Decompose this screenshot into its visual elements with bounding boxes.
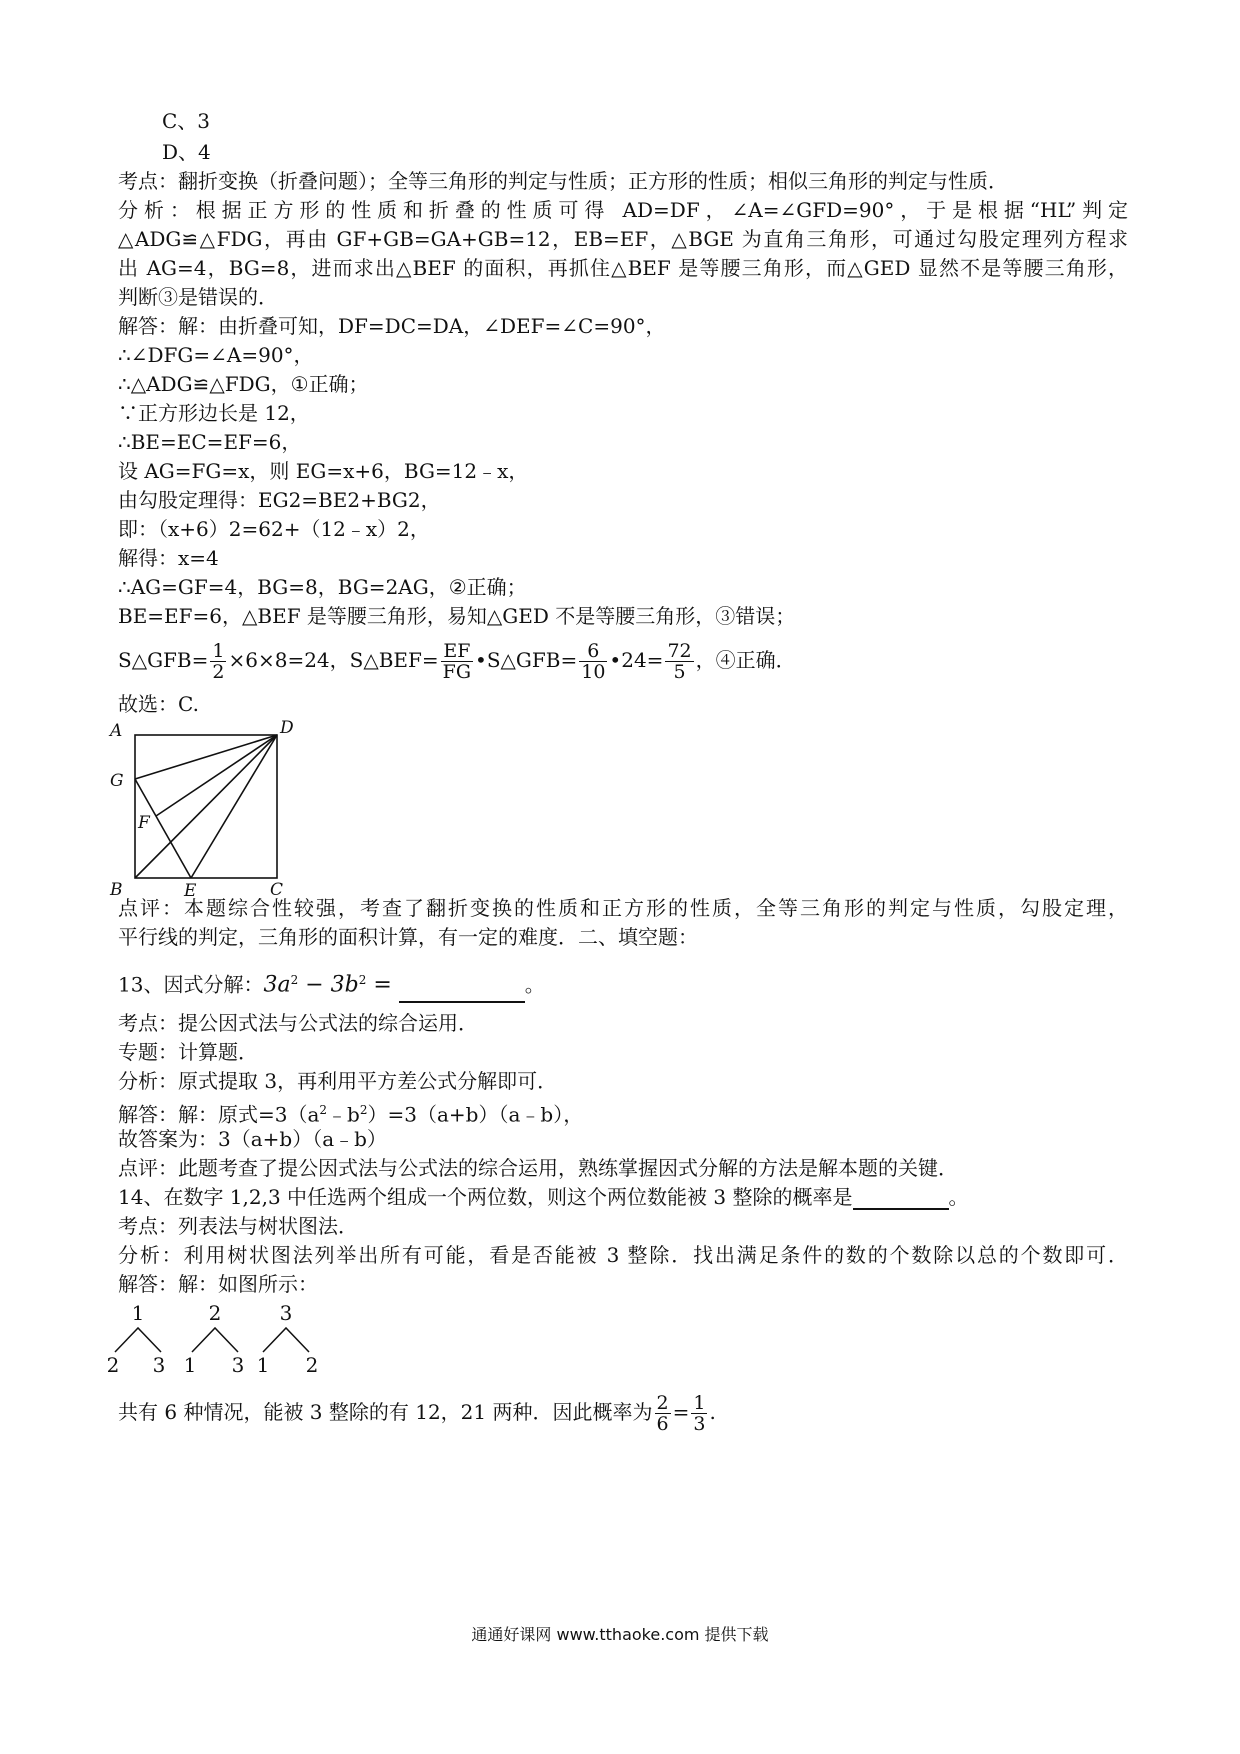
- tree-2-right: 3: [231, 1353, 245, 1377]
- q12-fenxi-line-1: 分析：根据正方形的性质和折叠的性质可得 AD=DF，∠A=∠GFD=90°，于是根据“HL”判定: [118, 198, 1128, 222]
- tree-1-left: 2: [106, 1353, 120, 1377]
- fraction-72-5: [665, 641, 693, 682]
- fraction-denominator: FG: [442, 661, 472, 683]
- label-f: F: [138, 813, 150, 833]
- q12-solution-line-4: ∵正方形边长是 12，: [118, 401, 310, 425]
- area-text-3: •S△GFB=: [475, 648, 578, 672]
- tree-2-root: 2: [208, 1301, 222, 1325]
- tree-2-branches: [192, 1328, 238, 1352]
- q14-conclusion-text: 共有 6 种情况，能被 3 整除的有 12，21 两种．因此概率为: [118, 1400, 653, 1424]
- fraction-ef-fg: [441, 641, 473, 682]
- q12-area-line: [118, 638, 1128, 682]
- q12-solution-line-7: 由勾股定理得：EG2=BE2+BG2，: [118, 488, 441, 512]
- q14-conclusion-end: .: [709, 1400, 716, 1424]
- q12-solution-line-5: ∴BE=EC=EF=6，: [118, 430, 302, 454]
- q13-jieda-part-2: ﹣b: [327, 1102, 360, 1127]
- q12-answer: 故选：C.: [118, 692, 199, 716]
- label-d: D: [280, 718, 294, 738]
- q13-expr-mid: − 3b: [298, 972, 359, 998]
- q12-solution-line-11: BE=EF=6，△BEF 是等腰三角形，易知△GED 不是等腰三角形，③错误；: [118, 604, 796, 628]
- q12-fenxi-line-2: △ADG≌△FDG，再由 GF+GB=GA+GB=12，EB=EF，△BGE 为直角三角形，可通过勾股定理列方程求: [118, 227, 1128, 251]
- tree-1-right: 3: [152, 1353, 166, 1377]
- tree-3-right: 2: [305, 1353, 319, 1377]
- q13-jieda-part-1: 解答：解：原式=3（a: [118, 1102, 320, 1127]
- q12-kaodian: 考点：翻折变换（折叠问题）；全等三角形的判定与性质；正方形的性质；相似三角形的判定与性质．: [118, 169, 1008, 193]
- q13-prefix: 13、因式分解：: [118, 972, 264, 997]
- q12-solution-line-8: 即：（x+6）2=62+（12﹣x）2，: [118, 517, 430, 541]
- fraction-denominator: 5: [673, 661, 686, 683]
- tree-1-branches: [115, 1328, 161, 1352]
- q14-jieda: 解答：解：如图所示：: [118, 1272, 318, 1296]
- area-text-2: ×6×8=24，S△BEF=: [228, 648, 439, 672]
- q13-end: 。: [524, 972, 545, 997]
- q12-solution-line-10: ∴AG=GF=4，BG=8，BG=2AG，②正确；: [118, 575, 527, 599]
- label-g: G: [110, 771, 124, 791]
- q12-solution-line-9: 解得：x=4: [118, 546, 219, 570]
- fraction-1-3: [691, 1393, 707, 1434]
- q14-question-text: 14、在数字 1,2,3 中任选两个组成一个两位数，则这个两位数能被 3 整除的概率是: [118, 1185, 853, 1209]
- fraction-numerator: 6: [579, 641, 607, 662]
- segment-ed: [191, 735, 277, 878]
- q14-end: 。: [948, 1185, 969, 1209]
- fraction-denominator: 10: [581, 661, 606, 683]
- fraction-numerator: 1: [693, 1392, 706, 1414]
- fraction-6-10: [579, 641, 607, 682]
- q13-answer: 故答案为：3（a+b）（a﹣b）: [118, 1127, 387, 1151]
- q12-dianping-line-2: 平行线的判定，三角形的面积计算，有一定的难度．二、填空题：: [118, 925, 698, 949]
- label-a: A: [110, 721, 123, 741]
- area-text-1: S△GFB=: [118, 648, 209, 672]
- segment-fd: [156, 735, 277, 816]
- option-c: C、3: [162, 109, 211, 133]
- q13-kaodian: 考点：提公因式法与公式法的综合运用．: [118, 1011, 478, 1035]
- q12-solution-line-6: 设 AG=FG=x，则 EG=x+6，BG=12﹣x，: [118, 459, 529, 483]
- area-text-4: •24=: [609, 648, 664, 672]
- q13-exp-2: 2: [358, 973, 367, 987]
- tree-3-root: 3: [279, 1301, 293, 1325]
- q13-fenxi: 分析：原式提取 3，再利用平方差公式分解即可．: [118, 1069, 558, 1093]
- q14-answer-blank: [853, 1186, 949, 1210]
- q14-equals: =: [672, 1400, 690, 1424]
- q12-solution-line-3: ∴△ADG≌△FDG，①正确；: [118, 372, 369, 396]
- fraction-denominator: 3: [693, 1413, 706, 1435]
- fraction-denominator: 6: [656, 1413, 669, 1435]
- square-fold-figure: [110, 720, 310, 902]
- q12-solution-line-1: 解答：解：由折叠可知，DF=DC=DA，∠DEF=∠C=90°，: [118, 314, 666, 338]
- q13-exp-1: 2: [290, 973, 299, 987]
- q13-answer-blank: [399, 979, 525, 1003]
- q14-question: [118, 1184, 1128, 1210]
- q13-jieda-part-3: ）=3（a+b）（a﹣b），: [367, 1102, 584, 1127]
- q13-question: [118, 963, 1128, 1003]
- q13-jieda: [118, 1097, 1128, 1128]
- q13-jieda-exp-1: 2: [319, 1103, 328, 1117]
- q12-fenxi-line-3: 出 AG=4，BG=8，进而求出△BEF 的面积，再抓住△BEF 是等腰三角形，而△GED 显然不是等腰三角形，: [118, 256, 1128, 280]
- q13-expr-a: 3a: [263, 972, 291, 998]
- q12-fenxi-line-4: 判断③是错误的．: [118, 285, 278, 309]
- q13-equals: =: [366, 972, 399, 998]
- label-c: C: [270, 880, 284, 900]
- q12-solution-line-2: ∴∠DFG=∠A=90°，: [118, 343, 314, 367]
- tree-2-left: 1: [183, 1353, 197, 1377]
- tree-diagram: [106, 1300, 370, 1380]
- fraction-numerator: 2: [656, 1392, 669, 1414]
- fraction-numerator: 1: [212, 640, 225, 662]
- option-d: D、4: [162, 140, 211, 164]
- q12-dianping-line-1: 点评：本题综合性较强，考查了翻折变换的性质和正方形的性质，全等三角形的判定与性质，勾股定理，: [118, 896, 1128, 920]
- fraction-2-6: [655, 1393, 671, 1434]
- fraction-numerator: 72: [667, 640, 692, 662]
- fraction-numerator: EF: [441, 641, 473, 662]
- q13-dianping: 点评：此题考查了提公因式法与公式法的综合运用，熟练掌握因式分解的方法是解本题的关键．: [118, 1156, 958, 1180]
- fraction-denominator: 2: [212, 661, 225, 683]
- label-b: B: [110, 880, 123, 900]
- area-text-5: ，④正确．: [695, 648, 796, 672]
- q13-zhuanti: 专题：计算题．: [118, 1040, 258, 1064]
- tree-3-left: 1: [256, 1353, 270, 1377]
- q14-fenxi: 分析：利用树状图法列举出所有可能，看是否能被 3 整除．找出满足条件的数的个数除以总的个数即可．: [118, 1243, 1128, 1267]
- tree-3-branches: [263, 1328, 309, 1352]
- tree-1-root: 1: [131, 1301, 145, 1325]
- label-e: E: [184, 881, 197, 901]
- fraction-1-2: [210, 641, 226, 682]
- q14-conclusion: [118, 1390, 1128, 1434]
- q13-jieda-exp-2: 2: [359, 1103, 368, 1117]
- q14-kaodian: 考点：列表法与树状图法．: [118, 1214, 358, 1238]
- page-footer: 通通好课网 www.tthaoke.com 提供下载: [471, 1625, 769, 1644]
